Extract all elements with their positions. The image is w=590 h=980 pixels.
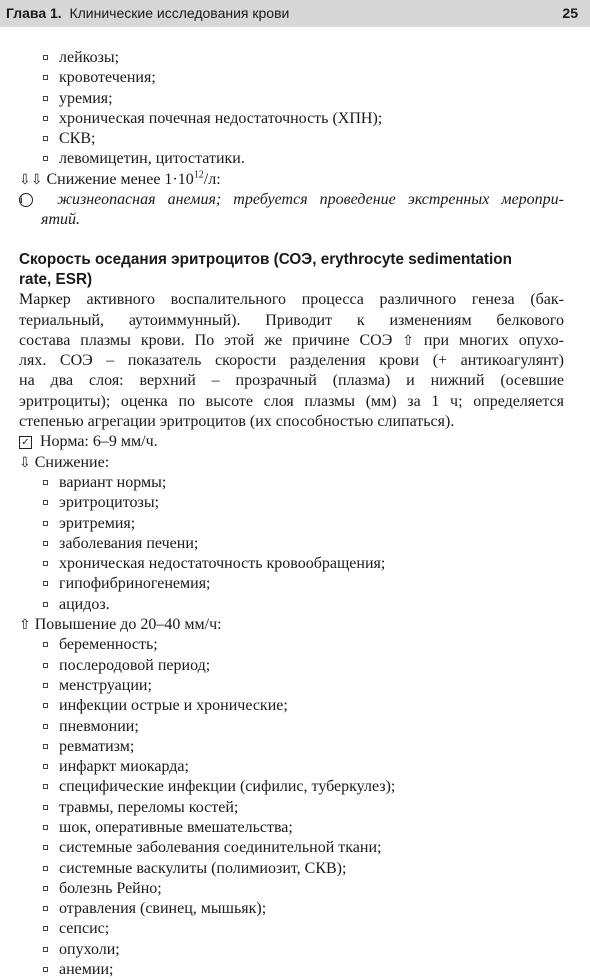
list-item-text: эритроцитозы; <box>59 494 160 512</box>
list-item-text: пневмонии; <box>59 717 139 735</box>
list-item <box>19 696 564 716</box>
list-item <box>19 554 564 574</box>
note-line-continued: ятий. <box>41 211 80 229</box>
square-bullet-icon <box>43 866 48 871</box>
square-bullet-icon <box>43 156 48 161</box>
info-icon: i <box>19 193 33 207</box>
square-bullet-icon <box>43 906 48 911</box>
square-bullet-icon <box>43 703 48 708</box>
decrease-threshold-exponent: 12 <box>193 169 204 181</box>
list-item-text: сепсис; <box>59 920 110 938</box>
list-item <box>19 129 564 149</box>
arrow-up-icon: ⇧ <box>402 332 414 349</box>
square-bullet-icon <box>43 75 48 80</box>
square-bullet-icon <box>43 561 48 566</box>
paragraph-line: териальный, аутоиммунный). Приводит к изменениям белкового <box>19 311 564 329</box>
list-item <box>19 534 564 554</box>
list-item <box>19 757 564 777</box>
list-item <box>19 859 564 879</box>
square-bullet-icon <box>43 541 48 546</box>
list-item-text: шок, оперативные вмешательства; <box>59 818 293 836</box>
list-item <box>19 838 564 858</box>
list-item-text: болезнь Рейно; <box>59 879 162 897</box>
paragraph-line: Маркер активного воспалительного процесса различного генеза (бак- <box>19 291 564 309</box>
square-bullet-icon <box>43 683 48 688</box>
list-item <box>19 574 564 594</box>
square-bullet-icon <box>43 967 48 972</box>
list-item-text: вариант нормы; <box>59 473 167 491</box>
list-item-text: хроническая почечная недостаточность (ХПН); <box>59 109 383 127</box>
decrease-causes-list <box>19 473 564 615</box>
arrow-down-icon: ⇩⇩ <box>19 171 43 188</box>
paragraph-line: эритроциты); оценка по высоте слоя плазмы (мм) за 1 ч; определяется <box>19 392 564 410</box>
section-title-line: Скорость оседания эритроцитов (СОЭ, erythrocyte sedimentation <box>19 250 512 268</box>
page-content <box>19 48 564 980</box>
square-bullet-icon <box>43 744 48 749</box>
list-item <box>19 473 564 493</box>
list-item-text: заболевания печени; <box>59 534 199 552</box>
list-item <box>19 960 564 980</box>
section-paragraph <box>19 290 564 432</box>
square-bullet-icon <box>43 926 48 931</box>
list-item-text: беременность; <box>59 636 158 654</box>
square-bullet-icon <box>43 521 48 526</box>
list-item <box>19 48 564 68</box>
list-item-text: левомицетин, цитостатики. <box>59 150 245 168</box>
list-item-text: менструации; <box>59 676 152 694</box>
paragraph-line: на два слоя: верхний – прозрачный (плазма) и нижний (осевшие <box>19 372 564 390</box>
section-gap <box>19 231 564 250</box>
list-item <box>19 109 564 129</box>
list-item <box>19 940 564 960</box>
list-item-text: гипофибриногенемия; <box>59 575 211 593</box>
square-bullet-icon <box>43 724 48 729</box>
list-item-text: анемии; <box>59 961 114 979</box>
complication-list <box>19 48 564 170</box>
square-bullet-icon <box>43 136 48 141</box>
list-item <box>19 879 564 899</box>
section-title-line: rate, ESR) <box>19 270 93 288</box>
list-item <box>19 818 564 838</box>
list-item <box>19 493 564 513</box>
square-bullet-icon <box>43 663 48 668</box>
list-item-text: ацидоз. <box>59 595 110 613</box>
chapter-label: Глава 1. <box>6 5 62 21</box>
running-header <box>0 0 590 27</box>
list-item-text: отравления (свинец, мышьяк); <box>59 900 267 918</box>
decrease-label: Снижение: <box>34 453 110 471</box>
square-bullet-icon <box>43 55 48 60</box>
list-item-text: эритремия; <box>59 514 136 532</box>
note-line <box>19 190 564 210</box>
list-item-text: кровотечения; <box>59 69 156 87</box>
section-title <box>19 250 564 291</box>
list-item-text: инфекции острые и хронические; <box>59 697 288 715</box>
square-bullet-icon <box>43 500 48 505</box>
increase-label-line <box>19 615 564 635</box>
paragraph-text: состава плазмы крови. По этой же причине СОЭ <box>19 331 393 349</box>
decrease-label-line <box>19 453 564 473</box>
square-bullet-icon <box>43 602 48 607</box>
list-item-text: лейкозы; <box>59 49 120 66</box>
square-bullet-icon <box>43 642 48 647</box>
list-item <box>19 717 564 737</box>
list-item <box>19 777 564 797</box>
list-item-text: СКВ; <box>59 130 96 148</box>
list-item <box>19 149 564 169</box>
square-bullet-icon <box>43 581 48 586</box>
list-item <box>19 68 564 88</box>
arrow-down-icon: ⇩ <box>19 454 31 471</box>
decrease-threshold-prefix: Снижение менее 1·10 <box>46 170 194 188</box>
chapter-heading <box>6 0 289 27</box>
square-bullet-icon <box>43 825 48 830</box>
paragraph-text: при многих опухо- <box>423 331 564 349</box>
list-item <box>19 595 564 615</box>
list-item <box>19 89 564 109</box>
arrow-up-icon: ⇧ <box>19 617 31 634</box>
list-item-text: системные заболевания соединительной ткани; <box>59 839 382 857</box>
square-bullet-icon <box>43 947 48 952</box>
list-item <box>19 899 564 919</box>
decrease-threshold-suffix: /л: <box>203 170 221 188</box>
list-item <box>19 514 564 534</box>
list-item-text: опухоли; <box>59 940 120 958</box>
norm-text: Норма: 6–9 мм/ч. <box>40 433 158 451</box>
square-bullet-icon <box>43 764 48 769</box>
list-item-text: послеродовой период; <box>59 656 211 674</box>
list-item-text: ревматизм; <box>59 737 135 755</box>
square-bullet-icon <box>43 805 48 810</box>
list-item-text: инфаркт миокарда; <box>59 758 189 776</box>
list-item-text: хроническая недостаточность кровообращения; <box>59 555 386 573</box>
square-bullet-icon <box>43 784 48 789</box>
decrease-threshold-line <box>19 170 564 190</box>
list-item <box>19 798 564 818</box>
page-number: 25 <box>562 5 578 21</box>
list-item-text: системные васкулиты (полимиозит, СКВ); <box>59 859 347 877</box>
square-bullet-icon <box>43 96 48 101</box>
list-item <box>19 656 564 676</box>
list-item-text: специфические инфекции (сифилис, туберкулез); <box>59 778 396 796</box>
list-item-text: уремия; <box>59 89 113 107</box>
increase-causes-list <box>19 635 564 980</box>
square-bullet-icon <box>43 845 48 850</box>
chapter-title: Клинические исследования крови <box>69 5 290 21</box>
square-bullet-icon <box>43 886 48 891</box>
increase-label: Повышение до 20–40 мм/ч: <box>34 616 222 634</box>
square-bullet-icon <box>43 116 48 121</box>
paragraph-line <box>19 331 564 351</box>
list-item <box>19 737 564 757</box>
list-item <box>19 919 564 939</box>
checkbox-icon: ✓ <box>19 436 32 449</box>
norm-line <box>19 432 564 452</box>
list-item <box>19 676 564 696</box>
paragraph-line: степенью агрегации эритроцитов (их способностью слипаться). <box>19 413 455 431</box>
list-item <box>19 635 564 655</box>
square-bullet-icon <box>43 480 48 485</box>
paragraph-line: лях. СОЭ – показатель скорости разделения крови (+ антикоагулянт) <box>19 352 564 370</box>
note-text: жизнеопасная анемия; требуется проведение экстренных меропри- <box>57 191 564 209</box>
list-item-text: травмы, переломы костей; <box>59 798 239 816</box>
